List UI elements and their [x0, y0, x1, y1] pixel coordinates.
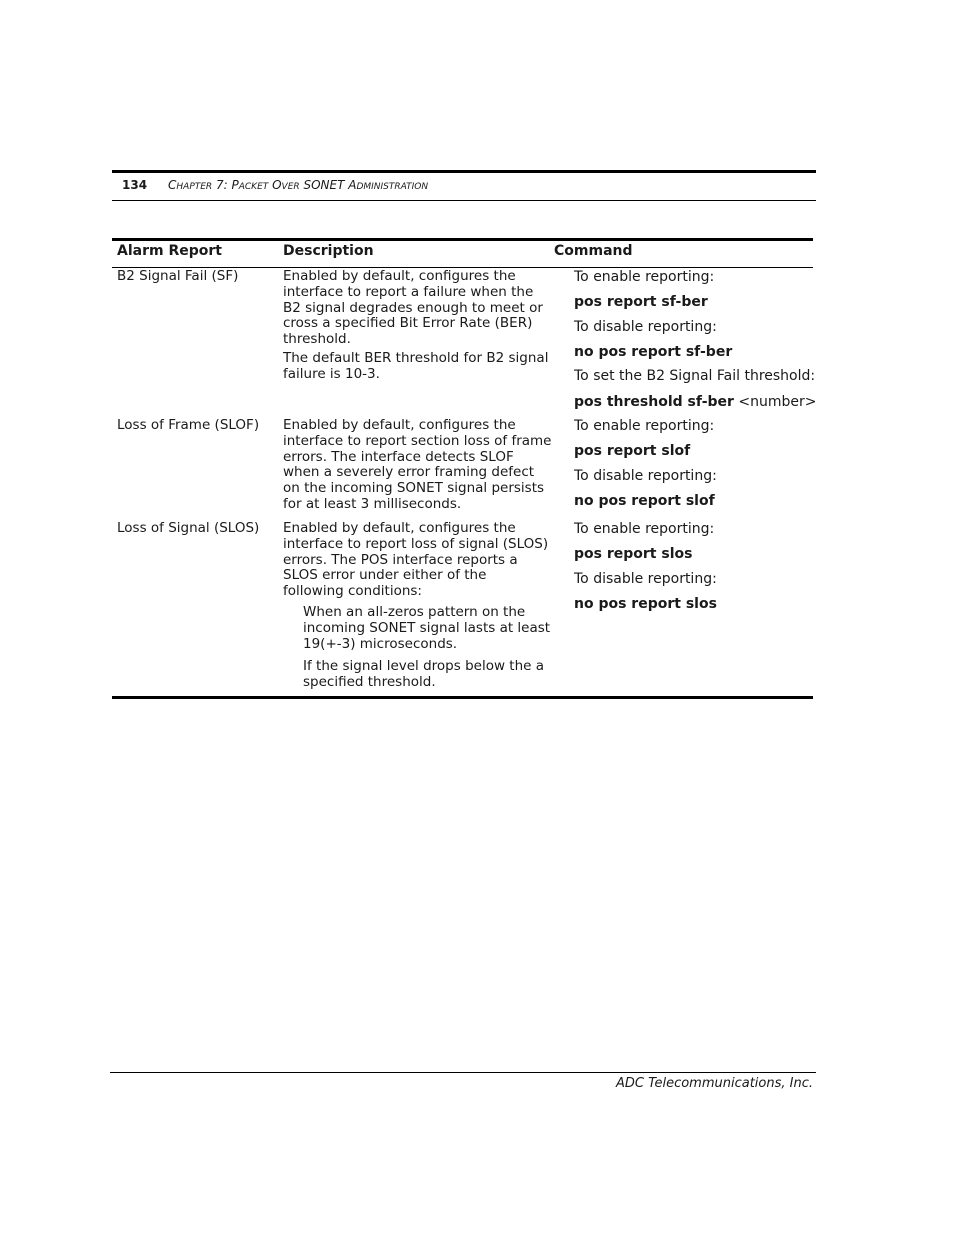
footer-company: ADC Telecommunications, Inc.: [616, 1076, 813, 1091]
command-label: To enable reporting:: [574, 521, 715, 537]
description-cell-note: The default BER threshold for B2 signal failure is 10-3.: [283, 350, 549, 382]
table-top-rule: [112, 238, 813, 241]
alarm-report-cell: B2 Signal Fail (SF): [117, 268, 239, 284]
description-cell: Enabled by default, configures the interface to report loss of signal (SLOS) errors. The POS interface reports a SLOS error under either of the following conditions:: [283, 520, 549, 600]
condition-item: When an all-zeros pattern on the incoming SONET signal lasts at least 19(+-3) microseconds.: [303, 604, 551, 652]
column-header-command: Command: [554, 243, 633, 259]
chapter-title: CHAPTER 7: PACKET OVER SONET ADMINISTRATION: [168, 178, 429, 192]
command-text: pos report slos: [574, 546, 693, 562]
page-number: 134: [122, 178, 148, 192]
command-label: To disable reporting:: [574, 571, 717, 587]
command-text: pos report slof: [574, 443, 691, 459]
description-cell: Enabled by default, configures the interface to report section loss of frame errors. The interface detects SLOF when a severely error framing defect on the incoming SONET signal persists for at least 3 milliseconds.: [283, 417, 552, 512]
alarm-report-cell: Loss of Signal (SLOS): [117, 520, 260, 536]
command-text: pos threshold sf-ber <number>: [574, 394, 817, 410]
header-rule-top: [112, 170, 816, 173]
command-text: no pos report sf-ber: [574, 344, 733, 360]
command-label: To disable reporting:: [574, 468, 717, 484]
condition-item: If the signal level drops below the a specified threshold.: [303, 658, 545, 690]
command-label: To disable reporting:: [574, 319, 717, 335]
command-label: To enable reporting:: [574, 269, 715, 285]
footer-rule: [110, 1072, 816, 1073]
alarm-report-cell: Loss of Frame (SLOF): [117, 417, 260, 433]
command-label: To enable reporting:: [574, 418, 715, 434]
column-header-alarm-report: Alarm Report: [117, 243, 222, 259]
command-label: To set the B2 Signal Fail threshold:: [574, 368, 816, 384]
command-text: no pos report slos: [574, 596, 717, 612]
column-header-description: Description: [283, 243, 374, 259]
command-text: no pos report slof: [574, 493, 715, 509]
table-bottom-rule: [112, 696, 813, 699]
command-text: pos report sf-ber: [574, 294, 708, 310]
description-cell: Enabled by default, configures the interface to report a failure when the B2 signal degrades enough to meet or cross a specified Bit Error Rate (BER) threshold.: [283, 268, 543, 348]
header-rule-bottom: [112, 200, 816, 201]
